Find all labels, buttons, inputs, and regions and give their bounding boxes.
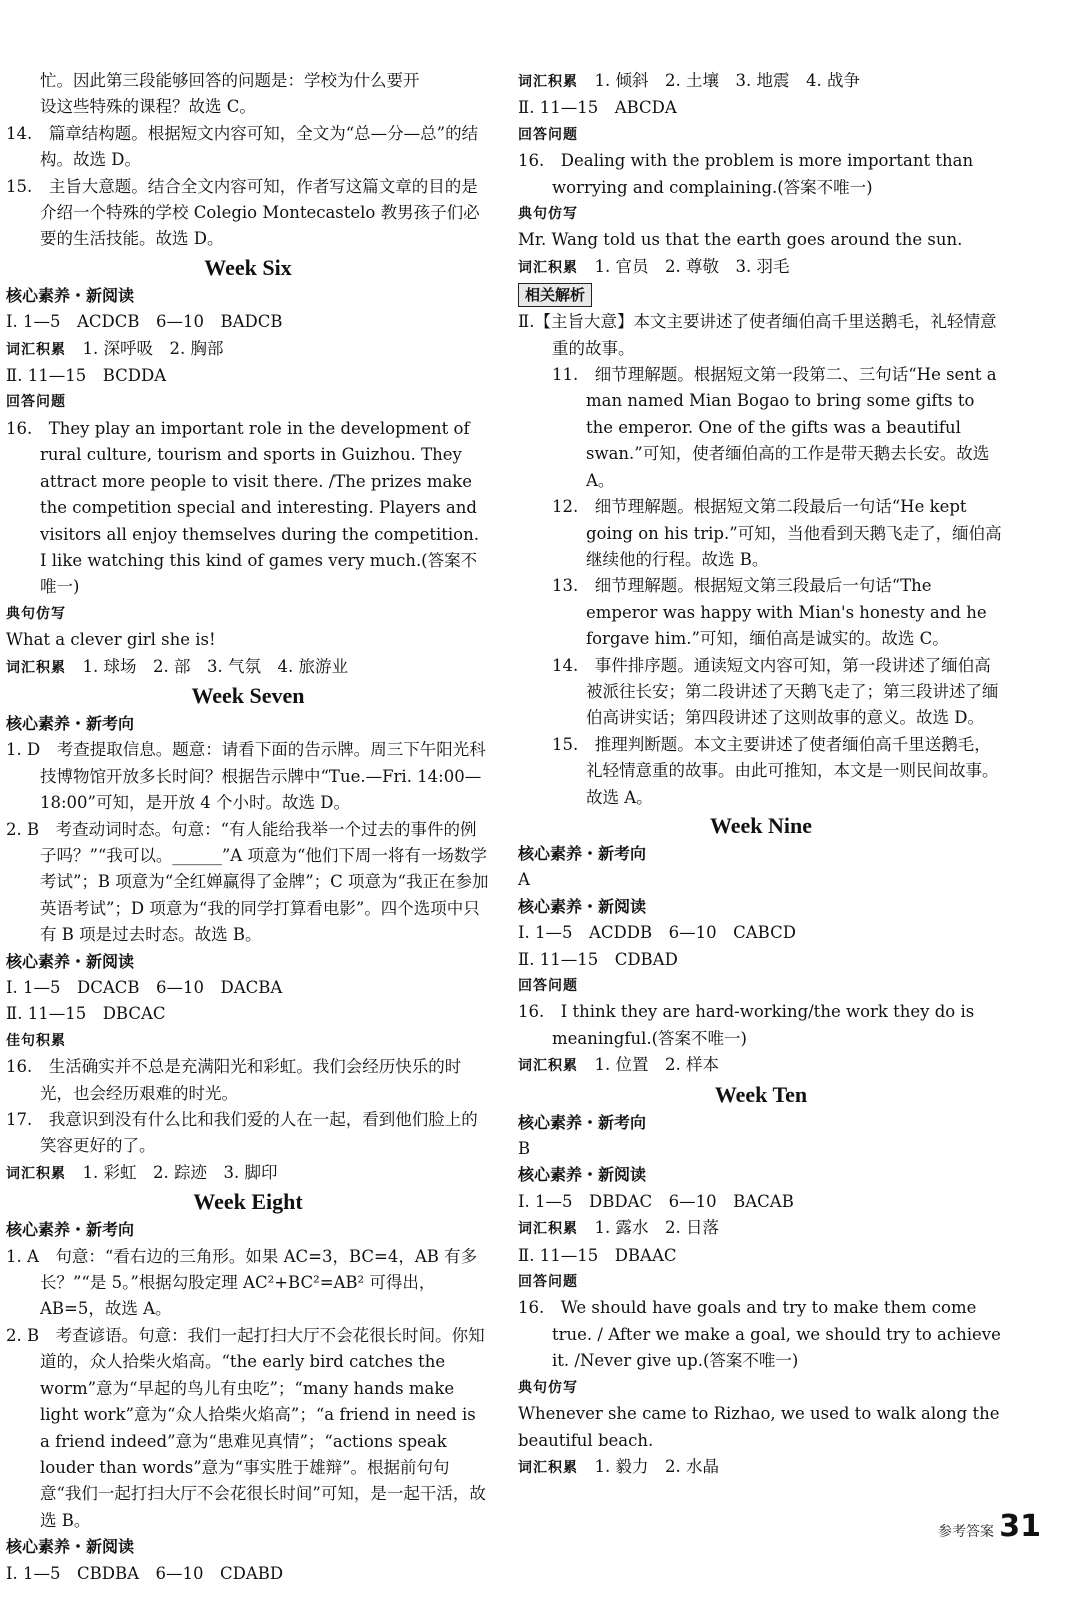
page-number: 31 xyxy=(999,1509,1041,1544)
analysis-tag: 相关解析 xyxy=(518,283,592,307)
subsection-heading: 典句仿写 xyxy=(518,1379,578,1396)
answer-17: 17. 我意识到没有什么比和我们爱的人在一起，看到他们脸上的笑容更好的了。 xyxy=(6,1110,478,1156)
answer-16: 16. We should have goals and try to make them come true. / After we make a goal, we should try to achieve it. /Never give up.(答案不唯一) xyxy=(518,1298,1001,1371)
vocab-items: 1. 彩虹 2. 踪迹 3. 脚印 xyxy=(82,1162,278,1182)
vocab-label: 词汇积累 xyxy=(518,259,578,276)
vocab-items: 1. 深呼吸 2. 胸部 xyxy=(82,338,224,358)
vocab-items: 1. 毅力 2. 水晶 xyxy=(594,1456,719,1476)
vocab-label: 词汇积累 xyxy=(6,659,66,676)
footer-label: 参考答案 xyxy=(938,1524,994,1540)
answer-line: Ⅱ. 11—15 DBAAC xyxy=(518,1245,677,1265)
answer-1: 1. A 句意：“看右边的三角形。如果 AC=3，BC=4，AB 有多长？”“是 5。”根据勾股定理 AC²+BC²=AB² 可得出，AB=5，故选 A。 xyxy=(6,1246,478,1319)
vocab-items: 1. 球场 2. 部 3. 气氛 4. 旅游业 xyxy=(82,656,348,676)
vocab-label: 词汇积累 xyxy=(518,1221,578,1238)
subsection-heading: 回答问题 xyxy=(518,978,578,994)
main-idea: Ⅱ.【主旨大意】本文主要讲述了使者缅伯高千里送鹅毛，礼轻情意重的故事。 xyxy=(518,312,997,358)
section-heading: 核心素养・新阅读 xyxy=(518,1165,647,1185)
answer-16: 16. Dealing with the problem is more important than worrying and complaining.(答案不唯一) xyxy=(518,151,974,197)
right-column xyxy=(518,68,1004,1481)
subsection-heading: 典句仿写 xyxy=(518,206,578,223)
explanation-12: 12. 细节理解题。根据短文第二段最后一句话“He kept going on his trip.”可知，当他看到天鹅飞走了，缅伯高继续他的行程。故选 B。 xyxy=(552,497,1002,569)
explanation-11: 11. 细节理解题。根据短文第一段第二、三句话“He sent a man named Mian Bogao to bring some gifts to the emperor. One of the gifts was a beautiful swan.”可知，使者缅伯高的工作是带天鹅去长安。故选 A。 xyxy=(552,365,997,490)
text-line: 设这些特殊的课程？故选 C。 xyxy=(40,97,256,117)
section-heading: 核心素养・新考向 xyxy=(6,1220,135,1240)
week-eight-title: Week Eight xyxy=(193,1189,303,1215)
answer-2: 2. B 考查动词时态。句意：“有人能给我举一个过去的事件的例子吗？”“我可以。______”A 项意为“他们下周一将有一场数学考试”；B 项意为“全红婵赢得了金牌”；C 项意为“我正在参加英语考试”；D 项意为“我的同学打算看电影”。四个选项中只有 B 项是过去时态。故选 B。 xyxy=(6,819,489,945)
vocab-items: 1. 露水 2. 日落 xyxy=(594,1218,719,1238)
section-heading: 核心素养・新阅读 xyxy=(518,896,647,916)
subsection-heading: 回答问题 xyxy=(518,126,578,143)
answer-16: 16. They play an important role in the development of rural culture, tourism and sports in Guizhou. They attract more people to visit there. /The prizes make the competition special and interesting. Players and visitors all enjoy themselves during the competition. I like watching this kind of games very much.(答案不唯一) xyxy=(6,418,479,597)
subsection-heading: 佳句积累 xyxy=(6,1032,66,1049)
section-heading: 核心素养・新阅读 xyxy=(6,285,135,305)
section-heading: 核心素养・新考向 xyxy=(518,1112,647,1132)
answer-line: Ⅱ. 11—15 DBCAC xyxy=(6,1004,166,1024)
answer-line: Ⅱ. 11—15 ABCDA xyxy=(518,98,677,118)
section-heading: 核心素养・新考向 xyxy=(518,843,647,863)
answer-line: A xyxy=(518,870,530,890)
vocab-label: 词汇积累 xyxy=(518,1058,578,1075)
answer-line: Ⅰ. 1—5 ACDDB 6—10 CABCD xyxy=(518,923,796,943)
vocab-items: 1. 官员 2. 尊敬 3. 羽毛 xyxy=(594,256,790,276)
section-heading: 核心素养・新阅读 xyxy=(6,951,135,971)
answer-16: 16. I think they are hard-working/the work they do is meaningful.(答案不唯一) xyxy=(518,1002,975,1048)
answer-line: Ⅱ. 11—15 BCDDA xyxy=(6,366,167,386)
model-sentence: Mr. Wang told us that the earth goes around the sun. xyxy=(518,230,963,250)
week-nine-title: Week Nine xyxy=(709,812,813,838)
answer-15: 15. 主旨大意题。结合全文内容可知，作者写这篇文章的目的是介绍一个特殊的学校 Colegio Montecastelo 教男孩子们必要的生活技能。故选 D。 xyxy=(6,176,480,249)
model-sentence: Whenever she came to Rizhao, we used to walk along the beautiful beach. xyxy=(518,1404,1000,1450)
vocab-items: 1. 位置 2. 样本 xyxy=(594,1055,719,1075)
answer-1: 1. D 考查提取信息。题意：请看下面的告示牌。周三下午阳光科技博物馆开放多长时间？根据告示牌中“Tue.—Fri. 14:00—18:00”可知，是开放 4 个小时。故选 D。 xyxy=(6,740,486,813)
left-column xyxy=(6,68,490,1587)
vocab-items: 1. 倾斜 2. 土壤 3. 地震 4. 战争 xyxy=(594,71,860,90)
answer-line: Ⅰ. 1—5 ACDCB 6—10 BADCB xyxy=(6,312,283,332)
week-six-title: Week Six xyxy=(204,254,292,280)
answer-14: 14. 篇章结构题。根据短文内容可知，全文为“总—分—总”的结构。故选 D。 xyxy=(6,123,479,170)
subsection-heading: 回答问题 xyxy=(518,1274,578,1291)
subsection-heading: 典句仿写 xyxy=(6,605,66,622)
week-ten-title: Week Ten xyxy=(714,1081,808,1107)
section-heading: 核心素养・新考向 xyxy=(6,713,135,733)
answer-16: 16. 生活确实并不总是充满阳光和彩虹。我们会经历快乐的时光，也会经历艰难的时光。 xyxy=(6,1057,462,1103)
answer-2: 2. B 考查谚语。句意：我们一起打扫大厅不会花很长时间。你知道的，众人拾柴火焰高。“the early bird catches the worm”意为“早起的鸟儿有虫吃”；“many hands make light work”意为“众人拾柴火焰高”；“a friend in need is a friend indeed”意为“患难见真情”；“actions speak louder than words”意为“事实胜于雄辩”。根据前句句意“我们一起打扫大厅不会花很长时间”可知，是一起干活，故选 B。 xyxy=(6,1325,486,1530)
answer-line: B xyxy=(518,1139,531,1159)
section-heading: 核心素养・新阅读 xyxy=(6,1537,135,1557)
answer-line: Ⅰ. 1—5 CBDBA 6—10 CDABD xyxy=(6,1563,284,1583)
answer-line: Ⅱ. 11—15 CDBAD xyxy=(518,949,678,969)
vocab-label: 词汇积累 xyxy=(518,74,578,90)
subsection-heading: 回答问题 xyxy=(6,394,66,411)
vocab-label: 词汇积累 xyxy=(6,341,66,358)
answer-line: Ⅰ. 1—5 DBDAC 6—10 BACAB xyxy=(518,1191,794,1211)
text-line: 忙。因此第三段能够回答的问题是：学校为什么要开 xyxy=(40,71,420,90)
week-seven-title: Week Seven xyxy=(191,682,305,708)
answer-line: Ⅰ. 1—5 DCACB 6—10 DACBA xyxy=(6,978,283,997)
vocab-label: 词汇积累 xyxy=(6,1165,66,1182)
explanation-13: 13. 细节理解题。根据短文第三段最后一句话“The emperor was happy with Mian's honesty and he forgave him.”可知，缅伯高是诚实的。故选 C。 xyxy=(552,576,987,649)
page-footer xyxy=(938,1509,1041,1545)
vocab-label: 词汇积累 xyxy=(518,1459,578,1476)
explanation-14: 14. 事件排序题。通读短文内容可知，第一段讲述了缅伯高被派往长安；第二段讲述了天鹅飞走了；第三段讲述了缅伯高讲实话；第四段讲述了这则故事的意义。故选 D。 xyxy=(552,655,999,728)
model-sentence: What a clever girl she is! xyxy=(6,630,216,650)
explanation-15: 15. 推理判断题。本文主要讲述了使者缅伯高千里送鹅毛，礼轻情意重的故事。由此可推知，本文是一则民间故事。故选 A。 xyxy=(552,734,999,807)
